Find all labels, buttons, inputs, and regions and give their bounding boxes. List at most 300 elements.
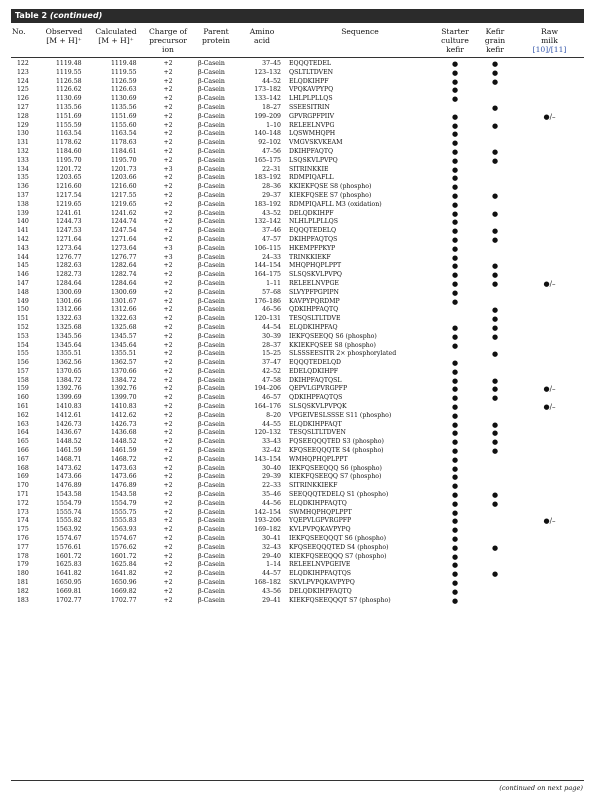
table-row [11, 350, 584, 359]
observed-mass: 1473.62 [56, 464, 82, 472]
row-no: 150 [17, 306, 29, 314]
kefir-grain-mark [475, 588, 515, 597]
amino-acid-range: 28–37 [262, 341, 281, 349]
sequence: VPGEIVESLSSSE S11 (phospho) [289, 411, 392, 419]
row-no: 125 [17, 86, 29, 94]
table-row [11, 183, 584, 192]
amino-acid-range: 132–142 [254, 218, 281, 226]
starter-culture-mark: ● [451, 121, 459, 130]
amino-acid-range: 144–154 [254, 262, 281, 270]
charge: +2 [163, 200, 173, 208]
raw-milk-mark [515, 456, 584, 465]
observed-mass: 1184.60 [56, 147, 82, 155]
calculated-mass: 1702.77 [111, 596, 137, 604]
starter-culture-mark [435, 104, 475, 113]
kefir-grain-mark: ● [491, 315, 499, 324]
row-no: 182 [17, 587, 29, 595]
sequence: SLSSSEESITR 2× phosphorylated [289, 350, 397, 358]
row-no: 131 [17, 139, 29, 147]
calculated-mass: 1195.70 [111, 156, 137, 164]
amino-acid-range: 1–11 [266, 279, 281, 287]
observed-mass: 1282.63 [56, 262, 82, 270]
charge: +2 [163, 543, 173, 551]
starter-culture-mark: ● [451, 139, 459, 148]
raw-milk-mark [515, 254, 584, 263]
observed-mass: 1300.69 [56, 288, 82, 296]
raw-milk-mark [515, 333, 584, 342]
calculated-mass: 1247.54 [111, 227, 137, 235]
sequence: LHLPLPLLQS [289, 95, 333, 103]
amino-acid-range: 57–68 [262, 288, 281, 296]
table-row [11, 148, 584, 157]
kefir-grain-mark [475, 526, 515, 535]
parent-protein: β-Casein [198, 447, 225, 455]
amino-acid-range: 35–46 [262, 491, 281, 499]
kefir-grain-mark [475, 183, 515, 192]
kefir-grain-mark [475, 95, 515, 104]
raw-milk-mark [515, 429, 584, 438]
observed-mass: 1555.82 [56, 517, 82, 525]
kefir-grain-mark [475, 553, 515, 562]
table-row [11, 561, 584, 570]
starter-culture-mark: ● [451, 183, 459, 192]
table-row [11, 438, 584, 447]
table-row [11, 394, 584, 403]
charge: +2 [163, 315, 173, 323]
header-parent: Parent protein [193, 25, 239, 58]
sequence: SITRINKKIEKF [289, 482, 338, 490]
header-observed: Observed [M + H]⁺ [39, 25, 89, 58]
row-no: 141 [17, 227, 29, 235]
sequence: RDMPIQAFLL M3 (oxidation) [289, 200, 382, 208]
amino-acid-range: 37–45 [262, 60, 281, 67]
parent-protein: β-Casein [198, 253, 225, 261]
table-row [11, 500, 584, 509]
row-no: 124 [17, 77, 29, 85]
kefir-grain-mark [475, 535, 515, 544]
table-row [11, 509, 584, 518]
calculated-mass: 1282.64 [111, 262, 137, 270]
table-row [11, 289, 584, 298]
calculated-mass: 1203.66 [111, 174, 137, 182]
starter-culture-mark: ● [451, 570, 459, 579]
table-row [11, 157, 584, 166]
charge: +2 [163, 297, 173, 305]
raw-milk-mark [515, 526, 584, 535]
amino-acid-range: 29–41 [262, 596, 281, 604]
sequence: TESQSLTLTDVEN [289, 429, 346, 437]
parent-protein: β-Casein [198, 561, 225, 569]
raw-milk-mark [515, 78, 584, 87]
raw-milk-mark [515, 412, 584, 421]
calculated-mass: 1650.96 [111, 579, 137, 587]
row-no: 178 [17, 552, 29, 560]
parent-protein: β-Casein [198, 227, 225, 235]
raw-milk-mark [515, 157, 584, 166]
parent-protein: β-Casein [198, 420, 225, 428]
charge: +2 [163, 526, 173, 534]
amino-acid-range: 46–57 [262, 394, 281, 402]
observed-mass: 1426.73 [56, 420, 82, 428]
observed-mass: 1163.54 [56, 130, 82, 138]
charge: +2 [163, 420, 173, 428]
raw-milk-mark [515, 544, 584, 553]
table-row [11, 403, 584, 412]
amino-acid-range: 44–52 [262, 77, 281, 85]
starter-culture-mark: ● [451, 447, 459, 456]
row-no: 147 [17, 279, 29, 287]
charge: +2 [163, 587, 173, 595]
calculated-mass: 1574.67 [111, 535, 137, 543]
charge: +2 [163, 429, 173, 437]
sequence: RELEELNVPG [289, 121, 335, 129]
raw-milk-mark [515, 166, 584, 175]
calculated-mass: 1426.73 [111, 420, 137, 428]
kefir-grain-mark: ● [491, 60, 499, 68]
table-row [11, 482, 584, 491]
continued-note: (continued on next page) [499, 784, 583, 792]
parent-protein: β-Casein [198, 482, 225, 490]
sequence: NLHLPLPLLQS [289, 218, 338, 226]
parent-protein: β-Casein [198, 235, 225, 243]
starter-culture-mark: ● [451, 156, 459, 165]
row-no: 163 [17, 420, 29, 428]
starter-culture-mark: ● [451, 279, 459, 288]
sequence: DELQDKIHPFAQTQ [289, 587, 352, 595]
raw-milk-mark [515, 359, 584, 368]
sequence: TESQSLTLTDVE [289, 315, 341, 323]
amino-acid-range: 44–57 [262, 570, 281, 578]
table-row [11, 315, 584, 324]
observed-mass: 1271.64 [56, 235, 82, 243]
kefir-grain-mark: ● [491, 323, 499, 332]
sequence: KIEKFQSEE S7 (phospho) [289, 191, 372, 199]
amino-acid-range: 30–40 [262, 464, 281, 472]
calculated-mass: 1271.64 [111, 235, 137, 243]
charge: +2 [163, 227, 173, 235]
starter-culture-mark: ● [451, 253, 459, 262]
kefir-grain-mark: ● [491, 68, 499, 77]
charge: +2 [163, 411, 173, 419]
row-no: 129 [17, 121, 29, 129]
observed-mass: 1702.77 [56, 596, 82, 604]
calculated-mass: 1461.59 [111, 447, 137, 455]
charge: +2 [163, 579, 173, 587]
charge: +2 [163, 367, 173, 375]
calculated-mass: 1282.74 [111, 271, 137, 279]
calculated-mass: 1436.68 [111, 429, 137, 437]
starter-culture-mark: ● [451, 438, 459, 447]
table-row [11, 456, 584, 465]
parent-protein: β-Casein [198, 596, 225, 604]
parent-protein: β-Casein [198, 315, 225, 323]
sequence: EDELQDKIHPF [289, 367, 339, 375]
kefir-grain-mark: ● [491, 271, 499, 280]
calculated-mass: 1184.61 [111, 147, 137, 155]
starter-culture-mark: ● [451, 200, 459, 209]
kefir-grain-mark: ● [491, 376, 499, 385]
raw-milk-mark [515, 447, 584, 456]
observed-mass: 1543.58 [56, 491, 82, 499]
parent-protein: β-Casein [198, 543, 225, 551]
calculated-mass: 1543.58 [111, 491, 137, 499]
charge: +3 [163, 165, 173, 173]
charge: +2 [163, 482, 173, 490]
kefir-grain-mark: ● [491, 121, 499, 130]
calculated-mass: 1178.63 [111, 139, 137, 147]
charge: +2 [163, 552, 173, 560]
kefir-grain-mark: ● [491, 394, 499, 403]
row-no: 133 [17, 156, 29, 164]
observed-mass: 1126.58 [56, 77, 82, 85]
amino-acid-range: 44–55 [262, 420, 281, 428]
calculated-mass: 1410.83 [111, 403, 137, 411]
table-row [11, 385, 584, 394]
observed-mass: 1135.56 [56, 103, 82, 111]
row-no: 157 [17, 367, 29, 375]
amino-acid-range: 1–10 [266, 121, 281, 129]
sequence: YQEPVLGPVRGPFP [289, 517, 352, 525]
sequence: QSLTLTDVEN [289, 68, 334, 76]
sequence: IEKFQSEEQQQ S6 (phospho) [289, 464, 382, 472]
kefir-grain-mark: ● [491, 156, 499, 165]
starter-culture-mark: ● [451, 165, 459, 174]
amino-acid-range: 194–206 [254, 385, 281, 393]
parent-protein: β-Casein [198, 288, 225, 296]
parent-protein: β-Casein [198, 139, 225, 147]
row-no: 183 [17, 596, 29, 604]
starter-culture-mark: ● [451, 587, 459, 596]
amino-acid-range: 28–36 [262, 183, 281, 191]
row-no: 139 [17, 209, 29, 217]
row-no: 179 [17, 561, 29, 569]
amino-acid-range: 37–47 [262, 359, 281, 367]
starter-culture-mark: ● [451, 376, 459, 385]
table-row [11, 130, 584, 139]
starter-culture-mark: ● [451, 464, 459, 473]
parent-protein: β-Casein [198, 95, 225, 103]
table-row [11, 236, 584, 245]
calculated-mass: 1448.52 [111, 438, 137, 446]
row-no: 153 [17, 332, 29, 340]
starter-culture-mark: ● [451, 491, 459, 500]
raw-milk-mark [515, 227, 584, 236]
table-row [11, 324, 584, 333]
starter-culture-mark: ● [451, 455, 459, 464]
charge: +2 [163, 350, 173, 358]
starter-culture-mark: ● [451, 543, 459, 552]
amino-acid-range: 123–132 [254, 68, 281, 76]
table-row [11, 447, 584, 456]
table-row [11, 95, 584, 104]
row-no: 132 [17, 147, 29, 155]
charge: +2 [163, 376, 173, 384]
kefir-grain-mark [475, 482, 515, 491]
amino-acid-range: 30–41 [262, 535, 281, 543]
raw-milk-mark [515, 368, 584, 377]
calculated-mass: 1216.60 [111, 183, 137, 191]
parent-protein: β-Casein [198, 376, 225, 384]
observed-mass: 1468.71 [56, 455, 82, 463]
parent-protein: β-Casein [198, 200, 225, 208]
amino-acid-range: 43–56 [262, 587, 281, 595]
amino-acid-range: 46–56 [262, 306, 281, 314]
row-no: 158 [17, 376, 29, 384]
observed-mass: 1301.66 [56, 297, 82, 305]
sequence: KIEKFQSEEQQ S7 (phospho) [289, 473, 382, 481]
raw-milk-mark [515, 579, 584, 588]
observed-mass: 1130.69 [56, 95, 82, 103]
table-row [11, 298, 584, 307]
kefir-grain-mark [475, 254, 515, 263]
table-row [11, 139, 584, 148]
starter-culture-mark: ● [451, 517, 459, 526]
raw-milk-mark [515, 245, 584, 254]
parent-protein: β-Casein [198, 60, 225, 67]
sequence: MHQPHQPLPPT [289, 262, 342, 270]
raw-milk-mark: ●/– [543, 279, 556, 288]
sequence: EQQQTEDELQ [289, 227, 337, 235]
table-row [11, 517, 584, 526]
observed-mass: 1563.92 [56, 526, 82, 534]
kefir-grain-mark: ● [491, 227, 499, 236]
starter-culture-mark: ● [451, 535, 459, 544]
starter-culture-mark: ● [451, 359, 459, 368]
amino-acid-range: 15–25 [262, 350, 281, 358]
row-no: 172 [17, 499, 29, 507]
calculated-mass: 1126.59 [111, 77, 137, 85]
amino-acid-range: 30–39 [262, 332, 281, 340]
parent-protein: β-Casein [198, 499, 225, 507]
calculated-mass: 1163.54 [111, 130, 137, 138]
parent-protein: β-Casein [198, 517, 225, 525]
amino-acid-range: 164–176 [254, 403, 281, 411]
calculated-mass: 1325.68 [111, 323, 137, 331]
starter-culture-mark: ● [451, 394, 459, 403]
observed-mass: 1273.64 [56, 244, 82, 252]
kefir-grain-mark [475, 130, 515, 139]
sequence: DELQDKIHPF [289, 209, 334, 217]
kefir-grain-mark: ● [491, 499, 499, 508]
sequence: EQQQTEDELQD [289, 359, 341, 367]
charge: +2 [163, 447, 173, 455]
parent-protein: β-Casein [198, 271, 225, 279]
starter-culture-mark [435, 315, 475, 324]
charge: +2 [163, 596, 173, 604]
charge: +2 [163, 103, 173, 111]
amino-acid-range: 33–43 [262, 438, 281, 446]
row-no: 135 [17, 174, 29, 182]
observed-mass: 1436.67 [56, 429, 82, 437]
calculated-mass: 1276.77 [111, 253, 137, 261]
parent-protein: β-Casein [198, 121, 225, 129]
kefir-grain-mark [475, 465, 515, 474]
kefir-grain-mark: ● [491, 332, 499, 341]
starter-culture-mark: ● [451, 218, 459, 227]
table-row [11, 113, 584, 122]
raw-milk-mark [515, 588, 584, 597]
header-raw: Raw milk [10]/[11] [515, 25, 584, 58]
charge: +3 [163, 253, 173, 261]
raw-milk-ref-link[interactable]: [10]/[11] [532, 45, 567, 54]
raw-milk-mark [515, 183, 584, 192]
raw-milk-mark [515, 69, 584, 78]
kefir-grain-mark [475, 579, 515, 588]
kefir-grain-mark: ● [491, 235, 499, 244]
charge: +2 [163, 438, 173, 446]
row-no: 155 [17, 350, 29, 358]
sequence: KVLPVPQKAVPYPQ [289, 526, 351, 534]
kefir-grain-mark [475, 561, 515, 570]
raw-milk-mark [515, 262, 584, 271]
starter-culture-mark: ● [451, 60, 459, 68]
calculated-mass: 1119.48 [111, 60, 137, 67]
calculated-mass: 1555.75 [111, 508, 137, 516]
parent-protein: β-Casein [198, 323, 225, 331]
raw-milk-mark [515, 201, 584, 210]
row-no: 143 [17, 244, 29, 252]
charge: +2 [163, 130, 173, 138]
parent-protein: β-Casein [198, 68, 225, 76]
amino-acid-range: 18–27 [262, 103, 281, 111]
table-row [11, 280, 584, 289]
charge: +2 [163, 517, 173, 525]
amino-acid-range: 47–56 [262, 147, 281, 155]
table-bottom-rule [11, 780, 584, 781]
kefir-grain-mark [475, 359, 515, 368]
raw-milk-mark [515, 289, 584, 298]
amino-acid-range: 29–37 [262, 191, 281, 199]
row-no: 140 [17, 218, 29, 226]
observed-mass: 1155.59 [56, 121, 82, 129]
sequence: ELQDKIHPFAQTQ [289, 499, 347, 507]
amino-acid-range: 32–42 [262, 447, 281, 455]
parent-protein: β-Casein [198, 77, 225, 85]
table-row [11, 210, 584, 219]
charge: +2 [163, 385, 173, 393]
header-grain: Kefir grain kefir [475, 25, 515, 58]
calculated-mass: 1217.55 [111, 191, 137, 199]
starter-culture-mark: ● [451, 288, 459, 297]
sequence: KIEKFQSEEQQQT S7 (phospho) [289, 596, 391, 604]
parent-protein: β-Casein [198, 262, 225, 270]
parent-protein: β-Casein [198, 306, 225, 314]
calculated-mass: 1384.72 [111, 376, 137, 384]
sequence: RELEELNVPGE [289, 279, 339, 287]
peptide-table [11, 25, 584, 605]
kefir-grain-mark [475, 245, 515, 254]
calculated-mass: 1555.83 [111, 517, 137, 525]
observed-mass: 1650.95 [56, 579, 82, 587]
kefir-grain-mark: ● [491, 543, 499, 552]
sequence: SLSQSKVLPVPQK [289, 403, 347, 411]
row-no: 154 [17, 341, 29, 349]
sequence: DKIHPFAQTQ [289, 147, 334, 155]
observed-mass: 1217.54 [56, 191, 82, 199]
raw-milk-mark [515, 271, 584, 280]
raw-milk-mark [515, 148, 584, 157]
observed-mass: 1241.61 [56, 209, 82, 217]
charge: +2 [163, 174, 173, 182]
raw-milk-mark [515, 130, 584, 139]
sequence: IEKFQSEEQQQT S6 (phospho) [289, 535, 387, 543]
calculated-mass: 1468.72 [111, 455, 137, 463]
parent-protein: β-Casein [198, 526, 225, 534]
amino-acid-range: 193–206 [254, 517, 281, 525]
calculated-mass: 1301.67 [111, 297, 137, 305]
table-row [11, 535, 584, 544]
charge: +2 [163, 77, 173, 85]
